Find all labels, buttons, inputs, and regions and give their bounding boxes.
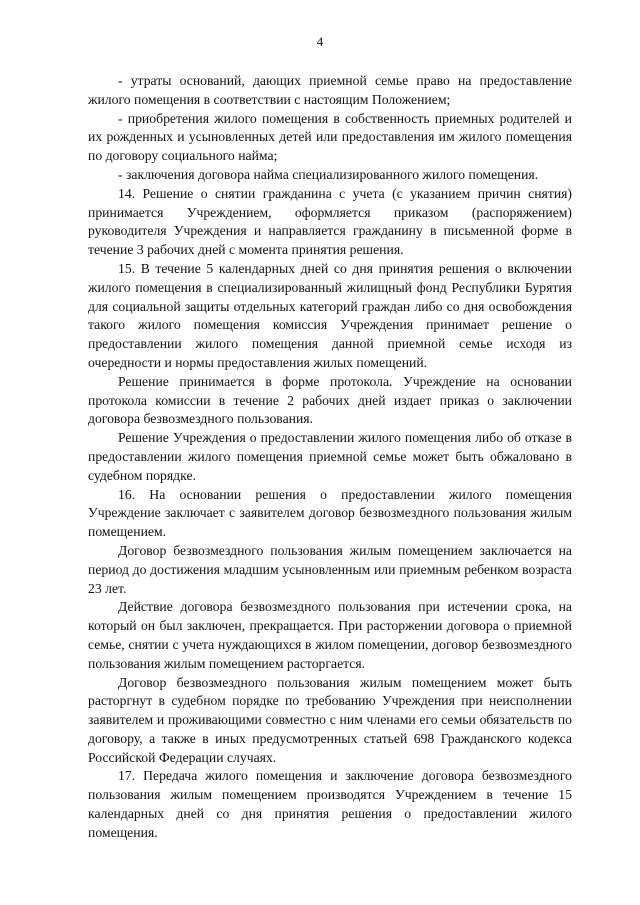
- paragraph-specialized-lease: - заключения договора найма специализированного жилого помещения.: [118, 166, 539, 182]
- document-body: [88, 72, 572, 843]
- paragraph-clause-14: 14. Решение о снятии гражданина с учета (с указанием причин снятия) принимается Учреждением, оформляется приказом (распоряжением) руководителя Учреждения и направляется гражданину в письменной форме в течение 3 рабочих дней с момента принятия решения.: [88, 185, 572, 258]
- paragraph-protocol-decision: Решение принимается в форме протокола. Учреждение на основании протокола комиссии в течение 2 рабочих дней издает приказ о заключении договора безвозмездного пользования.: [88, 373, 572, 427]
- paragraph-contract-term: Договор безвозмездного пользования жилым помещением заключается на период до достижения младшим усыновленным или приемным ребенком возраста 23 лет.: [88, 542, 572, 596]
- paragraph-judicial-termination: Договор безвозмездного пользования жилым помещением может быть расторгнут в судебном порядке по требованию Учреждения при неисполнении заявителем и проживающими совместно с ним членами его семьи обязательств по договору, а также в иных предусмотренных статьей 698 Гражданского кодекса Российской Федерации случаях.: [88, 674, 572, 765]
- page-number: 4: [316, 34, 324, 49]
- paragraph-appeal: Решение Учреждения о предоставлении жилого помещения либо об отказе в предоставлении жилого помещения приемной семье может быть обжаловано в судебном порядке.: [88, 430, 572, 483]
- paragraph-clause-16: 16. На основании решения о предоставлении жилого помещения Учреждение заключает с заявителем договор безвозмездного пользования жилым помещением.: [88, 486, 572, 540]
- paragraph-loss-of-grounds: - утраты оснований, дающих приемной семье право на предоставление жилого помещения в соответствии с настоящим Положением;: [88, 73, 572, 107]
- paragraph-acquisition-of-housing: - приобретения жилого помещения в собственность приемных родителей и их рожденных и усыновленных детей или предоставления им жилого помещения по договору социального найма;: [88, 110, 572, 164]
- paragraph-clause-15: 15. В течение 5 календарных дней со дня принятия решения о включении жилого помещения в специализированный жилищный фонд Республики Бурятия для социальной защиты отдельных категорий граждан либо со дня освобождения такого жилого помещения комиссия Учреждения принимает решение о предоставлении жилого помещения данной приемной семье исходя из очередности и нормы предоставления жилых помещений.: [88, 260, 572, 370]
- paragraph-contract-termination: Действие договора безвозмездного пользования при истечении срока, на который он был заключен, прекращается. При расторжении договора о приемной семье, снятии с учета нуждающихся в жилом помещении, договор безвозмездного пользования жилым помещением расторгается.: [88, 599, 572, 671]
- paragraph-clause-17: 17. Передача жилого помещения и заключение договора безвозмездного пользования жилым помещением производятся Учреждением в течение 15 календарных дней со дня принятия решения о предоставлении жилого помещения.: [88, 768, 572, 840]
